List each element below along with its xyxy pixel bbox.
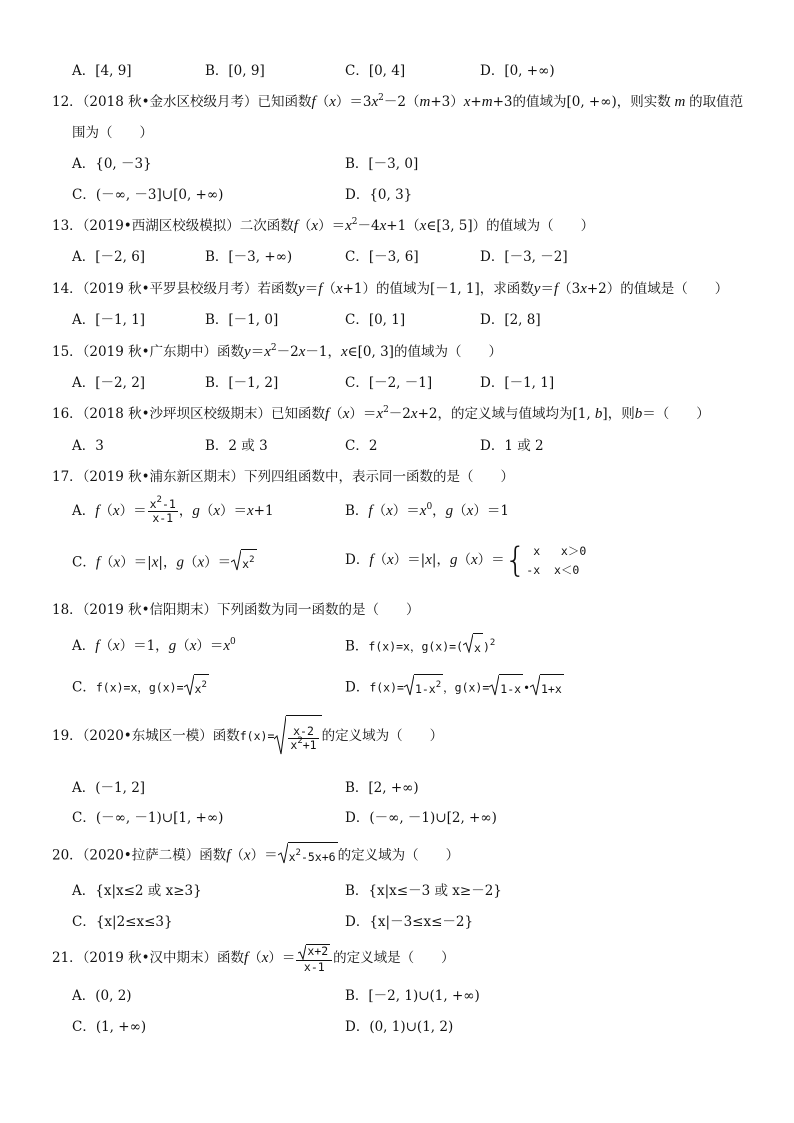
q20-sqrt: $x^2-5x+6$ [278, 842, 338, 870]
q12-stem-cont: 围为（ ） [72, 125, 153, 141]
q20-option-a[interactable]: A．{x|x≤2 或 x≥3} [72, 883, 202, 899]
q17-d-brace: { [504, 540, 527, 581]
q20-option-d[interactable]: D．{x|－3≤x≤－2} [345, 914, 474, 930]
q14-stem: 14．（2019 秋•平罗县校级月考）若函数y＝f（x+1）的值域为[－1, 1]，求函数y＝f（3x+2）的值域是（ ） [52, 281, 729, 297]
q17-option-a[interactable]: A．f（x）＝ $\frac{x^2-1}{x-1}$ ，g（x）＝x+1 [72, 495, 274, 525]
q19-sqrt: $\frac{x-2}{x^2+1}$ [274, 715, 321, 758]
q12-option-d[interactable]: D．{0, 3} [345, 187, 413, 203]
q13-option-a[interactable]: A．[－2, 6] [72, 249, 146, 265]
q18-option-a[interactable]: A．f（x）＝1，$g(x)=x^0$ [72, 637, 236, 654]
q13-option-b[interactable]: B．[－3, +∞) [205, 249, 293, 265]
q21-option-b[interactable]: B．[－2, 1)∪(1, +∞) [345, 988, 480, 1004]
q13-option-d[interactable]: D．[－3, －2] [480, 249, 568, 265]
q11-option-b[interactable]: B．[0, 9] [205, 63, 265, 79]
q16-option-c[interactable]: C．2 [345, 438, 378, 454]
q18-d-sqrt-1: $1-x^2$ [404, 674, 443, 702]
q17-a-fraction: $\frac{x^2-1}{x-1}$ [149, 495, 176, 525]
q19-option-c[interactable]: C．(－∞, －1)∪[1, +∞) [72, 810, 224, 826]
q15-option-b[interactable]: B．[－1, 2] [205, 375, 279, 391]
q20-stem: 20．（2020•拉萨二模）函数f（x）＝ $x^2-5x+6$ 的定义域为（ ） [52, 842, 459, 870]
q18-option-d[interactable]: D．f(x)= $1-x^2$ ，g(x)= 1-x • 1+x [345, 674, 564, 702]
q16-stem: 16．（2018 秋•沙坪坝区校级期末）已知函数$f(x)=x^2-2x+2$，的定义域与值域均为[1, b]，则b＝（ ） [52, 405, 710, 422]
q12-stem: 12．（2018 秋•金水区校级月考）已知函数$f(x)=3x^2-2(m+3)x+m+3$的值域为[0, +∞)，则实数 m 的取值范 [52, 93, 744, 110]
q12-option-a[interactable]: A．{0, －3} [72, 156, 152, 172]
q20-option-c[interactable]: C．{x|2≤x≤3} [72, 914, 173, 930]
q17-option-d[interactable]: D．f（x）＝|x|，g（x）＝{ x x＞0 -x x＜0 [345, 540, 587, 581]
q11-option-c[interactable]: C．[0, 4] [345, 63, 406, 79]
q14-option-a[interactable]: A．[－1, 1] [72, 312, 146, 328]
q17-d-cases: x x＞0 -x x＜0 [526, 543, 587, 577]
q17-option-b[interactable]: B．$f(x)=x^0$，g（x）＝1 [345, 502, 509, 519]
q16-option-d[interactable]: D．1 或 2 [480, 438, 544, 454]
q12-option-b[interactable]: B．[－3, 0] [345, 156, 419, 172]
q19-option-a[interactable]: A．(－1, 2] [72, 780, 146, 796]
q14-option-b[interactable]: B．[－1, 0] [205, 312, 279, 328]
q18-d-sqrt-3: 1+x [530, 674, 564, 702]
q21-option-c[interactable]: C．(1, +∞) [72, 1019, 147, 1035]
q18-stem: 18．（2019 秋•信阳期末）下列函数为同一函数的是（ ） [52, 602, 420, 618]
q18-option-b[interactable]: B．f(x)=x，g(x)=( x )$^2$ [345, 633, 495, 661]
q11-option-d[interactable]: D．[0, +∞) [480, 63, 555, 79]
q14-option-c[interactable]: C．[0, 1] [345, 312, 406, 328]
q21-option-a[interactable]: A．(0, 2) [72, 988, 132, 1004]
q19-option-d[interactable]: D．(－∞, －1)∪[2, +∞) [345, 810, 497, 826]
q19-stem: 19．（2020•东城区一模）函数f(x)= $\frac{x-2}{x^2+1}$ 的定义域为（ ） [52, 715, 443, 758]
q21-fraction: $\frac{x+2}{x-1}$ [296, 944, 332, 974]
q18-option-c[interactable]: C．f(x)=x，g(x)= $x^2$ [72, 674, 209, 702]
q15-option-c[interactable]: C．[－2, －1] [345, 375, 433, 391]
q16-option-a[interactable]: A．3 [72, 438, 104, 454]
q12-option-c[interactable]: C．(－∞, －3]∪[0, +∞) [72, 187, 224, 203]
q18-b-sqrt: x [463, 633, 483, 661]
q18-d-sqrt-2: 1-x [489, 674, 523, 702]
q15-option-d[interactable]: D．[－1, 1] [480, 375, 555, 391]
q17-c-sqrt: $x^2$ [231, 549, 256, 577]
q15-stem: 15．（2019 秋•广东期中）函数$y=x^2-2x-1$，x∈[0, 3]的值域为（ ） [52, 343, 502, 360]
q11-option-a[interactable]: A．[4, 9] [72, 63, 132, 79]
q20-option-b[interactable]: B．{x|x≤－3 或 x≥－2} [345, 883, 502, 899]
q21-stem: 21．（2019 秋•汉中期末）函数f（x）＝ $\frac{x+2}{x-1}$ 的定义域是（ ） [52, 943, 455, 974]
q19-option-b[interactable]: B．[2, +∞) [345, 780, 419, 796]
q21-option-d[interactable]: D．(0, 1)∪(1, 2) [345, 1019, 454, 1035]
q17-option-c[interactable]: C．f（x）＝|x|，g（x）＝ $x^2$ [72, 549, 257, 577]
q15-option-a[interactable]: A．[－2, 2] [72, 375, 146, 391]
q18-c-sqrt: $x^2$ [184, 674, 209, 702]
q17-stem: 17．（2019 秋•浦东新区期末）下列四组函数中，表示同一函数的是（ ） [52, 469, 515, 485]
q13-stem: 13．（2019•西湖区校级模拟）二次函数$f(x)=x^2-4x+1(x\in[3$, 5]）的值域为（ ） [52, 217, 595, 234]
q16-option-b[interactable]: B．2 或 3 [205, 438, 268, 454]
q14-option-d[interactable]: D．[2, 8] [480, 312, 541, 328]
q13-option-c[interactable]: C．[－3, 6] [345, 249, 419, 265]
